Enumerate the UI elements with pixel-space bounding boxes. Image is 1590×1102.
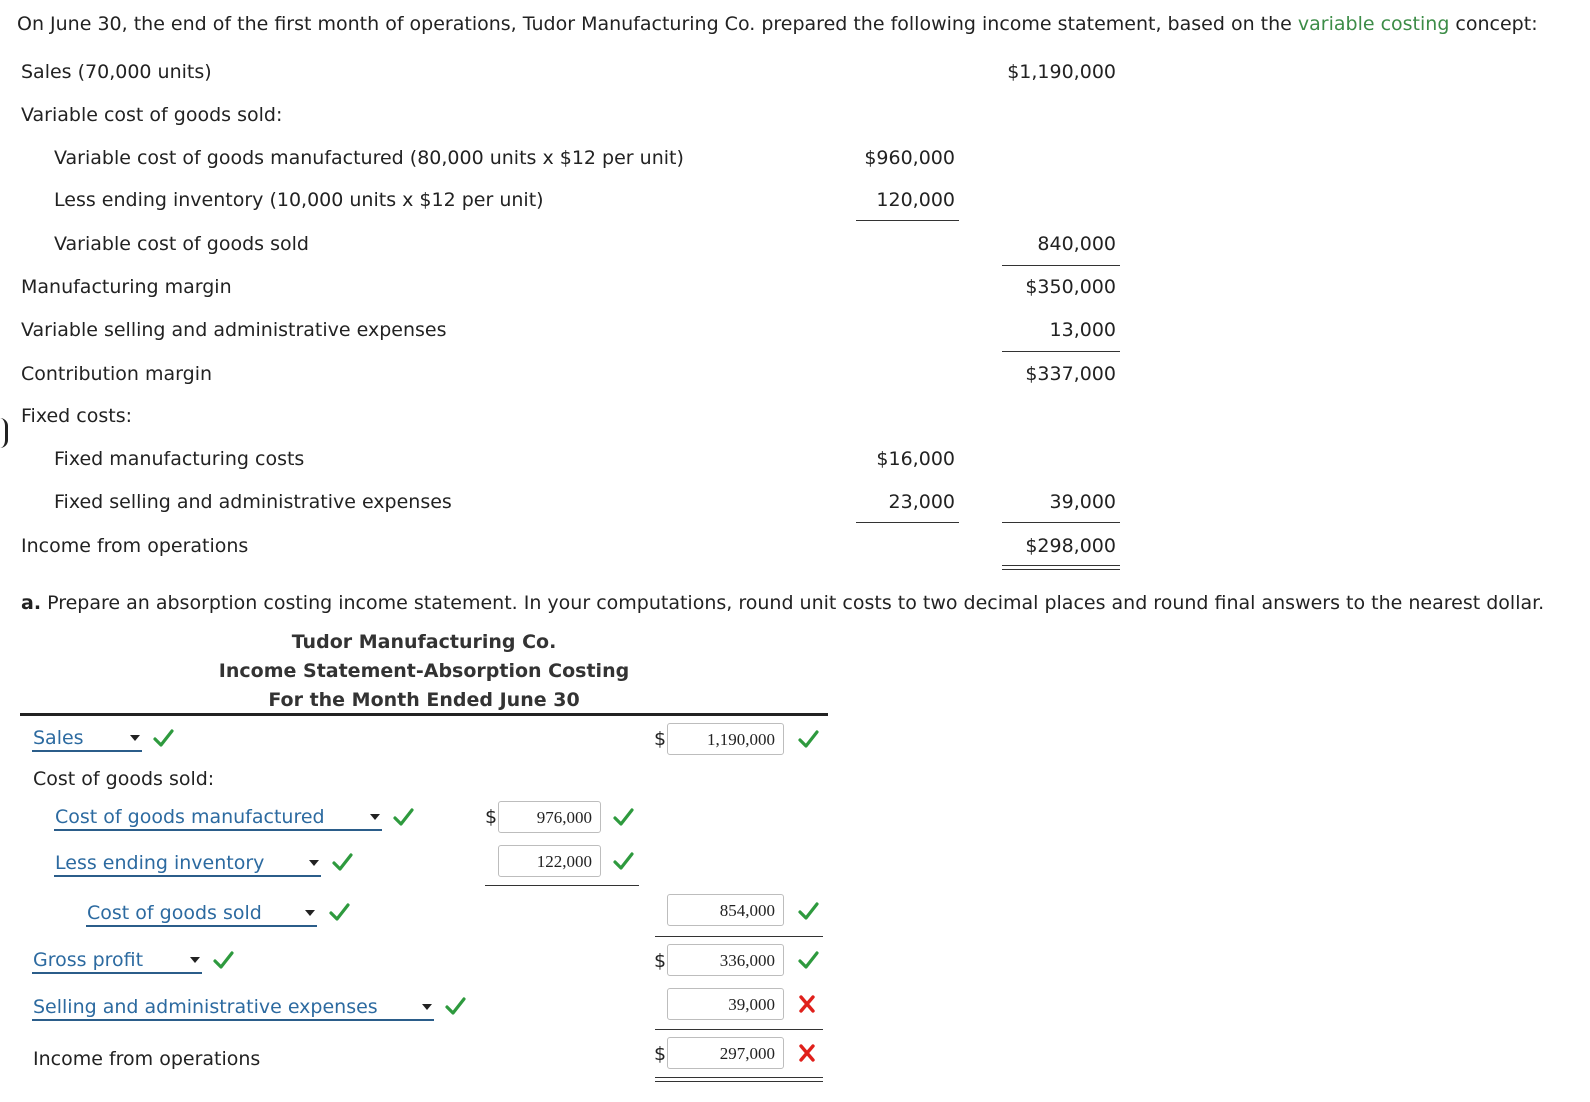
fixed-sa-value: 23,000 [888,491,955,513]
x-icon [796,1042,818,1064]
cgm-amount-input[interactable]: 976,000 [498,801,601,833]
check-icon [392,806,414,828]
vcogs-header: Variable cost of goods sold: [21,104,283,126]
sales-select[interactable] [32,726,142,752]
sales-value: $1,190,000 [1007,61,1116,83]
rule [1002,522,1120,523]
sales-amount-input[interactable]: 1,190,000 [667,723,784,755]
less-inventory-select[interactable] [54,851,321,877]
mfg-margin-label: Manufacturing margin [21,276,232,298]
fixed-sa-label: Fixed selling and administrative expenses [54,491,452,513]
income-label: Income from operations [21,535,249,557]
cogs-header: Cost of goods sold: [33,768,215,790]
rule [485,885,639,886]
double-rule [655,1077,823,1082]
gross-profit-amount-input[interactable]: 336,000 [667,944,784,976]
income-amount-input[interactable]: 297,000 [667,1037,784,1069]
sa-expenses-amount-input[interactable]: 39,000 [667,988,784,1020]
currency-symbol: $ [485,806,498,828]
vcogs-label: Variable cost of goods sold [54,233,309,255]
income-value: $298,000 [1025,535,1116,557]
contribution-value: $337,000 [1025,363,1116,385]
gross-profit-select[interactable] [32,948,202,974]
var-sa-label: Variable selling and administrative expenses [21,319,447,341]
currency-symbol: $ [654,1043,667,1065]
currency-symbol: $ [654,950,667,972]
intro-text [17,13,1538,35]
sa-expenses-select[interactable] [32,995,434,1021]
sales-select-label: Sales [33,727,84,749]
check-icon [612,806,634,828]
less-inventory-amount-input[interactable]: 122,000 [498,845,601,877]
less-inventory-label: Less ending inventory (10,000 units x $12 per unit) [54,189,544,211]
rule [655,1029,823,1030]
check-icon [328,901,350,923]
rule [655,936,823,937]
sales-label: Sales (70,000 units) [21,61,212,83]
intro-before: On June 30, the end of the first month of operations, Tudor Manufacturing Co. prepared the following income statement, based on the [17,13,1298,35]
cogs-amount-input[interactable]: 854,000 [667,894,784,926]
sa-expenses-select-label: Selling and administrative expenses [33,996,378,1018]
less-inventory-select-label: Less ending inventory [55,852,265,874]
cgm-select[interactable] [54,805,382,831]
statement-title: Income Statement-Absorption Costing [218,660,630,682]
fixed-costs-header: Fixed costs: [21,405,132,427]
contribution-label: Contribution margin [21,363,213,385]
question-text [21,592,1544,614]
gross-profit-select-label: Gross profit [33,949,144,971]
x-icon [796,993,818,1015]
chevron-down-icon [130,735,140,741]
rule [856,522,959,523]
check-icon [331,851,353,873]
chevron-down-icon [309,860,319,866]
fixed-mfg-label: Fixed manufacturing costs [54,448,305,470]
statement-top-rule [20,713,828,716]
check-icon [444,995,466,1017]
mfg-margin-value: $350,000 [1025,276,1116,298]
statement-company: Tudor Manufacturing Co. [291,631,557,653]
double-rule [1002,565,1120,570]
check-icon [612,850,634,872]
rule [856,220,959,221]
check-icon [152,727,174,749]
rule [1002,265,1120,266]
cogs-select-label: Cost of goods sold [87,902,262,924]
vcogs-value: 840,000 [1037,233,1116,255]
intro-after: concept: [1449,13,1538,35]
check-icon [212,949,234,971]
vcgm-value: $960,000 [864,147,955,169]
chevron-down-icon [370,814,380,820]
chevron-down-icon [305,910,315,916]
vcgm-label: Variable cost of goods manufactured (80,000 units x $12 per unit) [54,147,684,169]
page-edge-marker [0,418,8,448]
less-inventory-value: 120,000 [876,189,955,211]
statement-period: For the Month Ended June 30 [268,689,580,711]
check-icon [797,949,819,971]
check-icon [797,728,819,750]
currency-symbol: $ [654,728,667,750]
rule [1002,351,1120,352]
question-body: Prepare an absorption costing income statement. In your computations, round unit costs to two decimal places and round final answers to the nearest dollar. [41,592,1545,614]
question-letter: a. [21,592,42,614]
variable-costing-link[interactable]: variable costing [1297,13,1450,35]
chevron-down-icon [190,957,200,963]
cogs-select[interactable] [86,901,317,927]
check-icon [797,900,819,922]
var-sa-value: 13,000 [1049,319,1116,341]
cgm-select-label: Cost of goods manufactured [55,806,325,828]
fixed-mfg-value: $16,000 [876,448,955,470]
chevron-down-icon [422,1004,432,1010]
absorption-income-label: Income from operations [33,1048,261,1070]
fixed-total-value: 39,000 [1049,491,1116,513]
